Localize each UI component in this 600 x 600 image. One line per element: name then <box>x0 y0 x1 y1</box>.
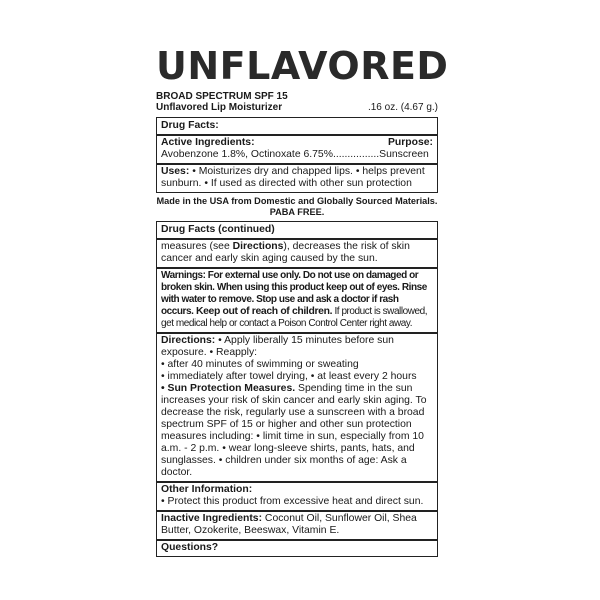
directions-section <box>157 332 437 481</box>
keep-out-reach: Keep out of reach of children. <box>195 306 333 317</box>
made-in-line: Made in the USA from Domestic and Globally Sourced Materials. <box>156 196 438 206</box>
net-weight: .16 oz. (4.67 g.) <box>367 102 438 113</box>
subtitle-row <box>156 102 438 113</box>
product-title: UNFLAVORED <box>156 44 449 88</box>
drug-facts-box <box>156 117 438 193</box>
directions-line3: • immediately after towel drying, • at least every 2 hours <box>161 371 417 382</box>
other-information-label: Other Information: <box>161 484 253 495</box>
inactive-ingredients-section <box>157 510 437 539</box>
keep-out-reach-rest: If product is swallowed, get medical help or contact a Poison Control Center right away. <box>161 306 428 329</box>
product-label <box>156 44 449 557</box>
drug-facts-header: Drug Facts: <box>161 120 219 131</box>
warnings-text: Warnings: For external use only. Do not use on damaged or broken skin. When using this product keep out of eyes. Rinse with water to remove. Stop use and ask a doctor if rash occurs. <box>161 270 427 317</box>
continued-text-section <box>157 238 437 267</box>
spf-subtitle: BROAD SPECTRUM SPF 15 <box>156 91 288 102</box>
active-ingredients-section <box>157 134 437 163</box>
inactive-ingredients-text: Coconut Oil, Sunflower Oil, Shea Butter, Ozokerite, Beeswax, Vitamin E. <box>161 513 417 536</box>
other-information-section <box>157 481 437 510</box>
questions-section: Questions? <box>157 539 437 556</box>
uses-label: Uses: <box>161 166 190 177</box>
cont-text-post: ), decreases the risk of skin cancer and early skin aging caused by the sun. <box>161 241 410 264</box>
cont-directions-ref: Directions <box>232 241 284 252</box>
made-in-text <box>156 196 438 218</box>
active-header-row <box>161 137 433 149</box>
paba-free: PABA FREE. <box>269 207 325 217</box>
product-type: Unflavored Lip Moisturizer <box>156 102 283 113</box>
purpose-label: Purpose: <box>387 137 433 148</box>
active-ingredients-value: Avobenzone 1.8%, Octinoxate 6.75%................Sunscreen <box>161 149 429 160</box>
directions-label: Directions: <box>161 335 216 346</box>
inactive-ingredients-label: Inactive Ingredients: <box>161 513 263 524</box>
directions-line1: • Apply liberally 15 minutes before sun exposure. • Reapply: <box>161 335 394 358</box>
warnings-section <box>157 267 437 332</box>
uses-text: • Moisturizes dry and chapped lips. • helps prevent sunburn. • If used as directed with other sun protection <box>161 166 425 189</box>
drug-facts-continued-header: Drug Facts (continued) <box>161 224 275 235</box>
other-information-text: • Protect this product from excessive heat and direct sun. <box>161 496 424 507</box>
active-ingredients-label: Active Ingredients: <box>161 137 255 148</box>
uses-section <box>157 163 437 192</box>
cont-text-pre: measures (see <box>161 241 233 252</box>
sun-protection-label: • Sun Protection Measures. <box>161 383 296 394</box>
directions-line2: • after 40 minutes of swimming or sweating <box>161 359 359 370</box>
drug-facts-continued-box <box>156 221 438 557</box>
sun-protection-text: Spending time in the sun increases your risk of skin cancer and early skin aging. To decrease the risk, regularly use a sunscreen with a broad spectrum SPF of 15 or higher and other sun protection measures including: • limit time in sun, especially from 10 a.m. - 2 p.m. • wear long-sleeve shirts, pants, hats, and sunglasses. • children under six months of age: Ask a doctor. <box>161 383 427 478</box>
